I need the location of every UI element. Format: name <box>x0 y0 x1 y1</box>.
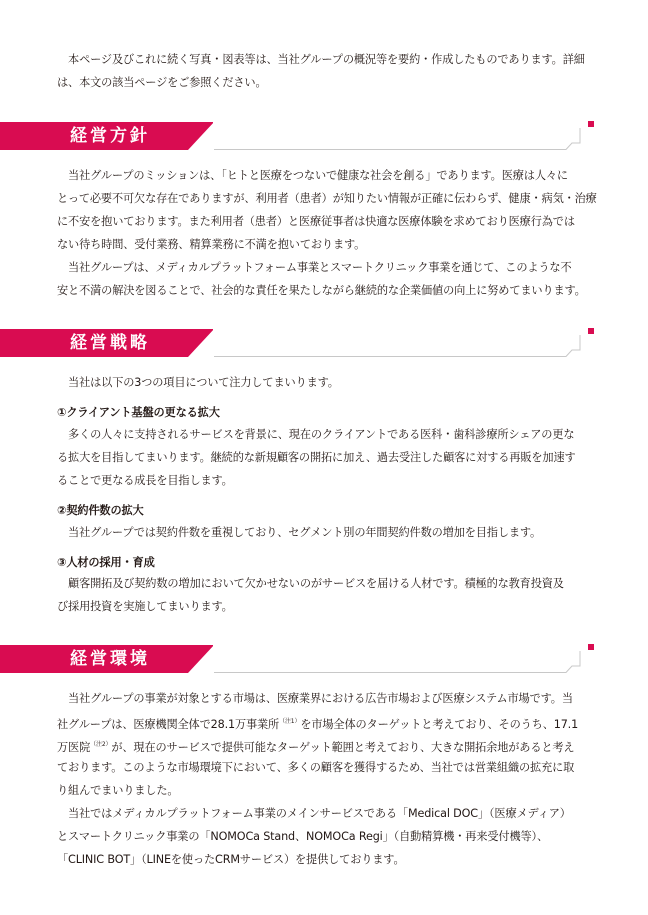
environment-line-4: ております。このような市場環境下において、多くの顧客を獲得するため、当社では営業組織の拡充に取 <box>57 761 575 774</box>
policy-line-4: ない待ち時間、受付業務、精算業務に不満を抱いております。 <box>57 238 366 251</box>
environment-line-2-a: 社グループは、医療機関全体で28.1万事業所 <box>57 718 280 731</box>
footnote-ref-2: （注2） <box>90 741 112 748</box>
section-rule-environment <box>0 645 596 675</box>
strategy-item-1-line-1: 多くの人々に支持されるサービスを背景に、現在のクライアントである医科・歯科診療所シェアの更な <box>57 428 575 441</box>
environment-line-3 <box>57 734 593 760</box>
section-title-policy: 経営方針 <box>70 126 150 146</box>
policy-line-3: に不安を抱いております。また利用者（患者）と医療従事者は快適な医療体験を求めており医療行為では <box>57 215 575 228</box>
intro-line-1: 本ページ及びこれに続く写真・図表等は、当社グループの概況等を要約・作成したものであります。詳細 <box>57 53 585 66</box>
intro-line-2: は、本文の該当ページをご参照ください。 <box>57 76 267 89</box>
section-rule-policy <box>0 122 596 152</box>
environment-line-1: 当社グループの事業が対象とする市場は、医療業界における広告市場および医療システム市場です。当 <box>57 692 573 705</box>
strategy-item-1-heading: ①クライアント基盤の更なる拡大 <box>57 406 220 419</box>
section-rule-strategy <box>0 329 596 359</box>
environment-line-3-a: 万医院 <box>57 741 91 754</box>
policy-line-6: 安と不満の解決を図ることで、社会的な責任を果たしながら継続的な企業価値の向上に努めてまいります。 <box>57 284 586 297</box>
strategy-item-1-line-2: る拡大を目指してまいります。継続的な新規顧客の開拓に加え、過去受注した顧客に対する再販を加速す <box>57 451 576 464</box>
environment-line-2 <box>57 711 593 737</box>
strategy-lead: 当社は以下の3つの項目について注力してまいります。 <box>57 376 339 389</box>
policy-line-1: 当社グループのミッションは、「ヒトと医療をつないで健康な社会を創る」であります。医療は人々に <box>57 169 568 182</box>
environment-line-7: とスマートクリニック事業の「NOMOCa Stand、NOMOCa Regi」（自動精算機・再来受付機等）、 <box>57 830 549 843</box>
strategy-item-3-heading: ③人材の採用・育成 <box>57 556 155 569</box>
strategy-item-3-line-1: 顧客開拓及び契約数の増加において欠かせないのがサービスを届ける人材です。積極的な教育投資及 <box>57 577 564 590</box>
environment-line-5: り組んでまいりました。 <box>57 784 179 797</box>
accent-square <box>588 121 594 127</box>
strategy-item-2-line-1: 当社グループでは契約件数を重視しており、セグメント別の年間契約件数の増加を目指します。 <box>57 526 542 539</box>
accent-square <box>588 328 594 334</box>
section-title-strategy: 経営戦略 <box>70 333 150 353</box>
policy-line-5: 当社グループは、メディカルプラットフォーム事業とスマートクリニック事業を通じて、このような不 <box>57 261 572 274</box>
strategy-item-2-heading: ②契約件数の拡大 <box>57 504 144 517</box>
section-title-environment: 経営環境 <box>70 649 150 669</box>
accent-square <box>588 644 594 650</box>
environment-line-6: 当社ではメディカルプラットフォーム事業のメインサービスである「Medical DOC」（医療メディア） <box>57 807 571 820</box>
environment-line-8: 「CLINIC BOT」（LINEを使ったCRMサービス）を提供しております。 <box>57 853 405 866</box>
environment-line-2-b: を市場全体のターゲットと考えており、そのうち、17.1 <box>300 718 579 731</box>
environment-line-3-b: が、現在のサービスで提供可能なターゲット範囲と考えており、大きな開拓余地があると考え <box>111 741 575 754</box>
strategy-item-3-line-2: び採用投資を実施してまいります。 <box>57 600 233 613</box>
strategy-item-1-line-3: ることで更なる成長を目指します。 <box>57 474 233 487</box>
footnote-ref-1: （注1） <box>279 718 301 725</box>
policy-line-2: とって必要不可欠な存在でありますが、利用者（患者）が知りたい情報が正確に伝わらず、健康・病気・治療 <box>57 192 597 205</box>
